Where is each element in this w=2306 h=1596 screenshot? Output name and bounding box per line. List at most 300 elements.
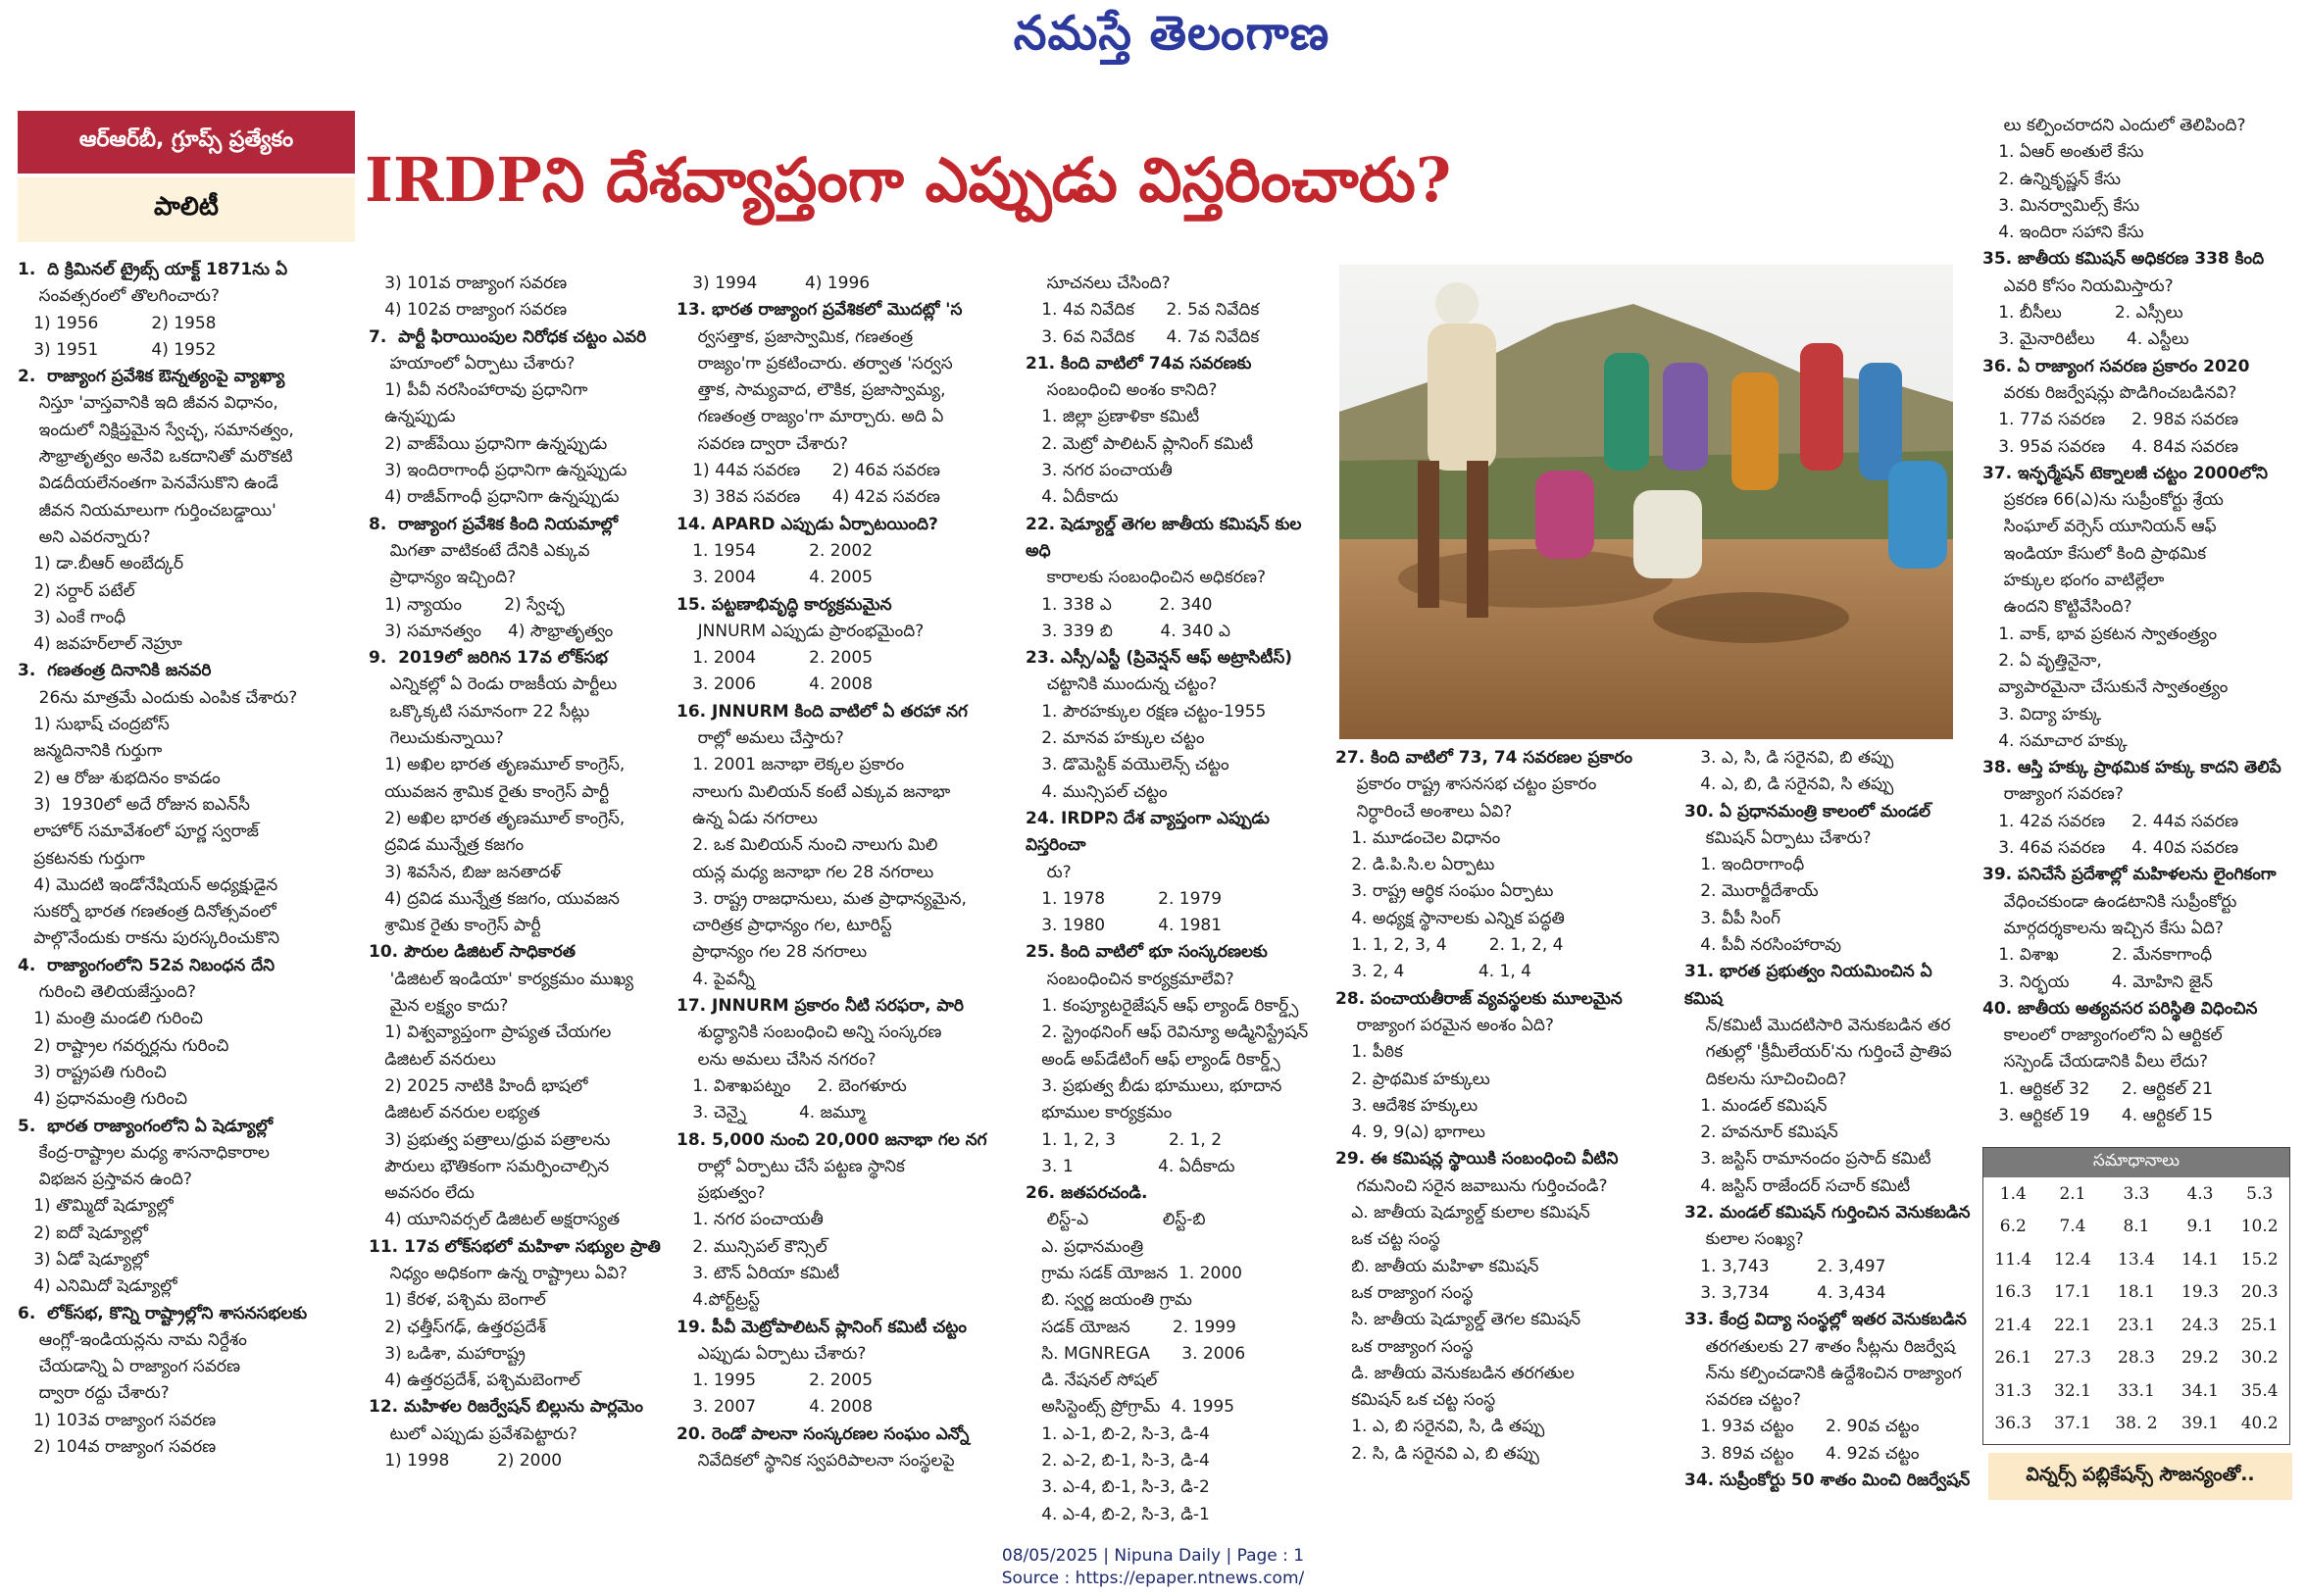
question-line: 4. పైవన్నీ xyxy=(677,969,755,989)
question-line: శుద్ధ్యానికి సంబంధించి అన్ని సంస్కరణ xyxy=(677,1022,942,1043)
question-line: హక్కుల భంగం వాటిల్లేలా xyxy=(1982,571,2165,591)
question-line: 1. మూడంచెల విధానం xyxy=(1335,827,1501,848)
question-line: చేయడాన్ని ఏ రాజ్యాంగ సవరణ xyxy=(18,1357,241,1377)
question-line: 28. పంచాయతీరాజ్ వ్యవస్థలకు మూలమైన xyxy=(1335,988,1623,1009)
question-line: సౌభ్రాతృత్వం అనేవి ఒకదానితో మరొకటి xyxy=(18,447,293,468)
question-line: 13. భారత రాజ్యాంగ ప్రవేశికలో మొదట్లో 'స xyxy=(677,300,963,321)
question-line: 3) రాష్ట్రపతి గురించి xyxy=(18,1062,167,1082)
question-line: అవసరం లేదు xyxy=(369,1183,475,1204)
question-line: 3. 46వ సవరణ 4. 40వ సవరణ xyxy=(1982,838,2239,859)
question-line: 16. JNNURM కింది వాటిలో ఏ తరహా నగ xyxy=(677,701,968,722)
question-line: 1) 44వ సవరణ 2) 46వ సవరణ xyxy=(677,461,940,481)
question-line: 10. పౌరుల డిజిటల్ సాధికారత xyxy=(369,942,576,963)
question-line: నిస్తూ 'వాస్తవానికి ఇది జీవన విధానం, xyxy=(18,393,278,414)
question-line: కారాలకు సంబంధించిన అధికరణ? xyxy=(1026,568,1267,588)
answer-row xyxy=(1983,1374,2289,1408)
question-line: 3. చెన్నై 4. జమ్మూ xyxy=(677,1103,866,1123)
headline: IRDPని దేశవ్యాప్తంగా ఎప్పుడు విస్తరించారు? xyxy=(365,144,1452,216)
question-line: ద్రవిడ మున్నేత్ర కజగం xyxy=(369,835,525,856)
question-line: కాలంలో రాజ్యాంగంలోని ఏ ఆర్టికల్ xyxy=(1982,1025,2223,1046)
column-3 xyxy=(677,271,1010,1523)
question-line: 3. మైనారిటీలు 4. ఎస్టీలు xyxy=(1982,329,2189,350)
masthead-logo: నమస్తే తెలంగాణ xyxy=(1013,6,1330,61)
question-line: 3. 6వ నివేదిక 4. 7వ నివేదిక xyxy=(1026,326,1260,347)
question-line: గమనించి సరైన జవాబును గుర్తించండి? xyxy=(1335,1175,1608,1196)
question-line: భూముల కార్యక్రమం xyxy=(1026,1103,1173,1123)
question-line: సవరణ ద్వారా చేశారు? xyxy=(677,433,848,454)
question-line: 1. 4వ నివేదిక 2. 5వ నివేదిక xyxy=(1026,300,1260,321)
answer-cell: 40.2 xyxy=(2240,1414,2279,1434)
question-line: బి. జాతీయ మహిళా కమిషన్ xyxy=(1335,1256,1539,1276)
question-line: ప్రాధాన్యం గల 28 నగరాలు xyxy=(677,942,868,963)
answer-cell: 9.1 xyxy=(2186,1217,2214,1237)
question-line: 1. పౌరహక్కుల రక్షణ చట్టం-1955 xyxy=(1026,701,1267,722)
answer-key xyxy=(1982,1147,2290,1445)
question-line: 4.పోర్ట్‌ట్రస్ట్ xyxy=(677,1290,760,1311)
question-line: 14. APARD ఎప్పుడు ఏర్పాటయింది? xyxy=(677,514,938,534)
question-line: 31. భారత ప్రభుత్వం నియమించిన ఏ కమిష xyxy=(1684,962,1938,1009)
answer-cell: 37.1 xyxy=(2054,1414,2091,1434)
question-line: 1) తొమ్మిదో షెడ్యూల్లో xyxy=(18,1196,174,1217)
question-line: 4) 102వ రాజ్యాంగ సవరణ xyxy=(369,300,568,321)
question-line: 1) 103వ రాజ్యాంగ సవరణ xyxy=(18,1410,217,1430)
question-line: దికలను సూచించింది? xyxy=(1684,1069,1847,1089)
question-line: 3. విద్యా హక్కు xyxy=(1982,704,2102,724)
question-line: 4. పీవీ నరసింహారావు xyxy=(1684,935,1841,956)
question-line: 2. రాజ్యాంగ ప్రవేశిక ఔన్నత్యంపై వ్యాఖ్యా xyxy=(18,367,285,387)
question-line: ఎ. జాతీయ షెడ్యూల్డ్ కులాల కమిషన్ xyxy=(1335,1203,1590,1223)
question-line: 4) రాజీవ్‌గాంధీ ప్రధానిగా ఉన్నప్పుడు xyxy=(369,487,620,508)
question-line: ఒక రాజ్యాంగ సంస్థ xyxy=(1335,1282,1474,1303)
subject-label: పాలిటీ xyxy=(18,177,355,242)
question-line: 23. ఎస్సీ/ఎస్టీ (ప్రివెన్షన్ ఆఫ్ అట్రాసిటీస్) xyxy=(1026,648,1293,669)
question-line: ఉన్నప్పుడు xyxy=(369,407,456,427)
question-line: 1. విశాఖ 2. మేనకాగాంధీ xyxy=(1982,945,2213,966)
question-line: 2. డి.పి.సి.ల ఏర్పాటు xyxy=(1335,855,1495,875)
question-line: లాహోర్ సమావేశంలో పూర్ణ స్వరాజ్ xyxy=(18,822,259,842)
column-6 xyxy=(1684,745,1975,1523)
question-line: 38. ఆస్తి హక్కు ప్రాథమిక హక్కు కాదని తెలిపే xyxy=(1982,758,2281,778)
question-line: 11. 17వ లోక్‌సభలో మహిళా సభ్యుల ప్రాతి xyxy=(369,1236,661,1257)
question-line: సి. MGNREGA 3. 2006 xyxy=(1026,1343,1246,1364)
answer-cell: 31.3 xyxy=(1994,1380,2032,1401)
question-line: 3) ఇందిరాగాంధీ ప్రధానిగా ఉన్నప్పుడు xyxy=(369,461,627,481)
question-line: 1. ఆర్టికల్ 32 2. ఆర్టికల్ 21 xyxy=(1982,1078,2214,1099)
question-line: 3. నిర్భయ 4. మోహిని జైన్ xyxy=(1982,972,2213,992)
answer-cell: 12.4 xyxy=(2054,1249,2091,1270)
question-line: 3. 3,734 4. 3,434 xyxy=(1684,1282,1886,1303)
answer-cell: 22.1 xyxy=(2054,1315,2091,1335)
answer-cell: 27.3 xyxy=(2054,1348,2091,1369)
question-line: లిస్ట్-ఎ లిస్ట్-బి xyxy=(1026,1210,1206,1230)
question-line: డి. నేషనల్ సోషల్ xyxy=(1026,1371,1158,1391)
question-line: జన్మదినానికి గుర్తుగా xyxy=(18,741,163,762)
question-line: 1. పీఠిక xyxy=(1335,1042,1403,1063)
answer-row xyxy=(1983,1276,2289,1310)
question-line: డిజిటల్ వనరుల లభ్యత xyxy=(369,1103,540,1123)
question-line: 1. 1, 2, 3 2. 1, 2 xyxy=(1026,1129,1223,1150)
question-line: 3. 95వ సవరణ 4. 84వ సవరణ xyxy=(1982,436,2239,457)
column-7 xyxy=(1982,113,2294,1142)
question-line: 37. ఇన్ఫర్మేషన్ టెక్నాలజీ చట్టం 2000లోని xyxy=(1982,463,2268,483)
question-line: ప్రభుత్వం? xyxy=(677,1183,766,1204)
question-line: 3. 1 4. ఏదీకాదు xyxy=(1026,1156,1235,1176)
question-line: 1) మంత్రి మండలి గురించి xyxy=(18,1009,203,1029)
question-line: 1. కంప్యూటరైజేషన్ ఆఫ్ ల్యాండ్ రికార్డ్స్ xyxy=(1026,996,1299,1017)
question-line: ఎప్పుడు ఏర్పాటు చేశారు? xyxy=(677,1343,867,1364)
question-line: రాల్లో అమలు చేస్తారు? xyxy=(677,728,844,749)
question-line: 1. ఏఆర్ అంతులే కేసు xyxy=(1982,142,2144,163)
question-line: ప్రకారం రాష్ట్ర శాసనసభ చట్టం ప్రకారం xyxy=(1335,774,1597,795)
question-line: 15. పట్టణాభివృద్ధి కార్యక్రమమైన xyxy=(677,594,892,615)
question-line: ఎన్నికల్లో ఏ రెండు రాజకీయ పార్టీలు xyxy=(369,674,618,695)
column-4 xyxy=(1026,271,1320,1523)
question-line: టులో ఎప్పుడు ప్రవేశపెట్టారు? xyxy=(369,1423,577,1444)
answer-cell: 23.1 xyxy=(2118,1315,2155,1335)
question-line: 2. హవనూర్ కమిషన్ xyxy=(1684,1122,1838,1143)
question-line: సస్పెండ్ చేయడానికి వీలు లేదు? xyxy=(1982,1052,2209,1072)
answer-cell: 11.4 xyxy=(1994,1249,2032,1270)
question-line: గ్రామ సడక్ యోజన 1. 2000 xyxy=(1026,1263,1242,1283)
question-line: 1. 93వ చట్టం 2. 90వ చట్టం xyxy=(1684,1417,1920,1437)
question-line: గణతంత్ర రాజ్యం'గా మార్చారు. అది ఏ xyxy=(677,407,944,427)
question-line: 3. 2004 4. 2005 xyxy=(677,568,874,588)
answer-cell: 24.3 xyxy=(2181,1315,2219,1335)
answer-cell: 25.1 xyxy=(2240,1315,2279,1335)
question-line: 1) పీవీ నరసింహారావు ప్రధానిగా xyxy=(369,380,588,401)
question-line: గురించి తెలియజేస్తుంది? xyxy=(18,982,196,1003)
question-line: 2. ఏ వృత్తినైనా, xyxy=(1982,650,2102,671)
question-line: రాజ్యాంగ సవరణ? xyxy=(1982,784,2124,805)
question-line: 1) కేరళ, పశ్చిమ బెంగాల్ xyxy=(369,1290,546,1311)
answer-row xyxy=(1983,1408,2289,1441)
question-line: 4. రాజ్యాంగంలోని 52వ నిబంధన దేని xyxy=(18,955,276,975)
question-line: త్తాక, సామ్యవాద, లౌకిక, ప్రజాస్వామ్య, xyxy=(677,380,946,401)
question-line: 26ను మాత్రమే ఎందుకు ఎంపిక చేశారు? xyxy=(18,687,298,708)
question-line: 20. రెండో పాలనా సంస్కరణల సంఘం ఎన్నో xyxy=(677,1423,970,1444)
question-line: న్‌ను కల్పించడానికి ఉద్దేశించిన రాజ్యాంగ xyxy=(1684,1363,1962,1383)
question-line: 3. 89వ చట్టం 4. 92వ చట్టం xyxy=(1684,1443,1920,1464)
question-line: ఎ. ప్రధానమంత్రి xyxy=(1026,1236,1144,1257)
answer-cell: 3.3 xyxy=(2123,1183,2150,1204)
question-line: వరకు రిజర్వేషన్లు పొడిగించబడినవి? xyxy=(1982,382,2237,403)
question-line: 2. సి, డి సరైనవి ఎ, బి తప్పు xyxy=(1335,1443,1539,1464)
question-line: 3. వీపీ సింగ్ xyxy=(1684,908,1780,928)
question-line: 2. ఎ-2, బి-1, సి-3, డి-4 xyxy=(1026,1451,1210,1471)
question-line: ప్రాధాన్యం ఇచ్చింది? xyxy=(369,568,517,588)
question-line: 4) మొదటి ఇండోనేషియన్ అధ్యక్షుడైన xyxy=(18,874,278,895)
answer-cell: 4.3 xyxy=(2186,1183,2214,1204)
answer-key-table xyxy=(1983,1177,2289,1440)
question-line: 3. 339 బి 4. 340 ఎ xyxy=(1026,621,1230,641)
answer-row xyxy=(1983,1309,2289,1342)
answer-cell: 35.4 xyxy=(2240,1380,2279,1401)
question-line: 2. మొరార్జీదేశాయ్ xyxy=(1684,881,1819,902)
question-line: 1. 1954 2. 2002 xyxy=(677,540,874,561)
answer-cell: 10.2 xyxy=(2240,1217,2279,1237)
answer-cell: 26.1 xyxy=(1994,1348,2032,1369)
question-line: మైన లక్ష్యం కాదు? xyxy=(369,996,509,1017)
question-line: 21. కింది వాటిలో 74వ సవరణకు xyxy=(1026,353,1252,374)
question-line: 1. 1, 2, 3, 4 2. 1, 2, 4 xyxy=(1335,935,1564,956)
question-line: 2) సర్దార్ పటేల్ xyxy=(18,580,135,601)
question-line: 4. 9, 9(ఎ) భాగాలు xyxy=(1335,1122,1485,1143)
question-line: కమిషన్ ఒక చట్ట సంస్థ xyxy=(1335,1390,1496,1411)
question-line: 2) అఖిల భారత తృణమూల్ కాంగ్రెస్, xyxy=(369,808,626,828)
question-line: కేంద్ర-రాష్ట్రాల మధ్య శాసనాధికారాల xyxy=(18,1142,270,1163)
question-line: 'డిజిటల్ ఇండియా' కార్యక్రమం ముఖ్య xyxy=(369,969,633,989)
question-line: 1. 2004 2. 2005 xyxy=(677,648,874,669)
answer-cell: 29.2 xyxy=(2181,1348,2219,1369)
question-line: నిధ్యం అధికంగా ఉన్న రాష్ట్రాలు ఏవి? xyxy=(369,1263,627,1283)
answer-row xyxy=(1983,1243,2289,1276)
question-line: కులాల సంఖ్య? xyxy=(1684,1229,1804,1250)
answer-cell: 16.3 xyxy=(1994,1282,2032,1303)
answer-row xyxy=(1983,1177,2289,1211)
question-line: హయాంలో ఏర్పాటు చేశారు? xyxy=(369,353,576,374)
question-line: యువజన శ్రామిక రైతు కాంగ్రెస్ పార్టీ xyxy=(369,781,610,802)
question-line: 1. 338 ఎ 2. 340 xyxy=(1026,594,1213,615)
answer-cell: 20.3 xyxy=(2240,1282,2279,1303)
question-line: ప్రకటనకు గుర్తుగా xyxy=(18,848,145,869)
question-line: మార్గదర్శకాలను ఇచ్చిన కేసు ఏది? xyxy=(1982,918,2224,938)
question-line: 3) ఎంకే గాంధీ xyxy=(18,607,126,627)
footer-date-line: 08/05/2025 | Nipuna Daily | Page : 1 xyxy=(1001,1546,1305,1566)
question-line: 1. విశాఖపట్నం 2. బెంగళూరు xyxy=(677,1075,907,1096)
question-line: శ్రామిక రైతు కాంగ్రెస్ పార్టీ xyxy=(369,916,541,936)
question-line: ఒక చట్ట సంస్థ xyxy=(1335,1229,1440,1250)
answer-cell: 5.3 xyxy=(2246,1183,2274,1204)
question-line: 19. పీవీ మెట్రోపాలిటన్ ప్లానింగ్ కమిటీ చట్టం xyxy=(677,1317,968,1337)
question-line: 1) 1998 2) 2000 xyxy=(369,1451,563,1471)
question-line: 7. పార్టీ ఫిరాయింపుల నిరోధక చట్టం ఎవరి xyxy=(369,326,647,347)
question-line: 1) విశ్వవ్యాప్తంగా ప్రాప్యత చేయగల xyxy=(369,1022,612,1043)
answer-cell: 28.3 xyxy=(2118,1348,2155,1369)
question-line: 4. ఏదీకాదు xyxy=(1026,487,1119,508)
question-line: అండ్ అప్‌డేటింగ్ ఆఫ్ ల్యాండ్ రికార్డ్స్ xyxy=(1026,1049,1280,1070)
question-line: 12. మహిళల రిజర్వేషన్ బిల్లును పార్లమెం xyxy=(369,1397,644,1418)
answer-cell: 21.4 xyxy=(1994,1315,2032,1335)
question-line: 30. ఏ ప్రధానమంత్రి కాలంలో మండల్ xyxy=(1684,801,1931,822)
question-line: వేధించకుండా ఉండటానికి సుప్రీంకోర్టు xyxy=(1982,891,2237,912)
question-line: 3. డొమెస్టిక్ వయొలెన్స్ చట్టం xyxy=(1026,755,1229,775)
question-line: రాల్లో ఏర్పాటు చేసే పట్టణ స్థానిక xyxy=(677,1156,905,1176)
answer-cell: 36.3 xyxy=(1994,1414,2032,1434)
question-line: JNNURM ఎప్పుడు ప్రారంభమైంది? xyxy=(677,621,925,641)
question-line: 3. ప్రభుత్వ బీడు భూములు, భూదాన xyxy=(1026,1075,1282,1096)
answer-row xyxy=(1983,1342,2289,1375)
question-line: 2) ఛత్తీస్‌గఢ్, ఉత్తరప్రదేశ్ xyxy=(369,1317,546,1337)
question-line: లను అమలు చేసిన నగరం? xyxy=(677,1049,877,1070)
question-line: 2. మానవ హక్కుల చట్టం xyxy=(1026,728,1205,749)
question-line: 6. లోక్‌సభ, కొన్ని రాష్ట్రాల్లోని శాసనసభలకు xyxy=(18,1303,308,1323)
question-line: సంబంధించిన కార్యక్రమాలేవి? xyxy=(1026,969,1234,989)
question-line: అసిస్టెంట్స్ ప్రోగ్రామ్ 4. 1995 xyxy=(1026,1397,1235,1418)
question-line: 1. 77వ సవరణ 2. 98వ సవరణ xyxy=(1982,410,2239,430)
question-line: నిర్ధారించే అంశాలు ఏవి? xyxy=(1335,801,1513,822)
answer-cell: 17.1 xyxy=(2054,1282,2091,1303)
question-line: 4) ఎనిమిదో షెడ్యూల్లో xyxy=(18,1276,177,1297)
question-line: 4) ద్రవిడ మున్నేత్ర కజగం, యువజన xyxy=(369,888,620,909)
question-line: 4. అధ్యక్ష స్థానాలకు ఎన్నిక పద్ధతి xyxy=(1335,908,1565,928)
question-line: బి. స్వర్ణ జయంతి గ్రామ xyxy=(1026,1290,1192,1311)
question-line: 2) రాష్ట్రాల గవర్నర్లను గురించి xyxy=(18,1035,229,1056)
field-workers-photo xyxy=(1339,265,1953,739)
answer-cell: 34.1 xyxy=(2181,1380,2219,1401)
question-line: 1. 1978 2. 1979 xyxy=(1026,888,1223,909)
question-line: 2. మెట్రో పాలిటన్ ప్లానింగ్ కమిటీ xyxy=(1026,433,1254,454)
question-line: ఆంగ్లో-ఇండియన్లను నామ నిర్దేశం xyxy=(18,1329,247,1350)
question-line: సడక్ యోజన 2. 1999 xyxy=(1026,1317,1236,1337)
question-line: సి. జాతీయ షెడ్యూల్డ్ తెగల కమిషన్ xyxy=(1335,1310,1581,1330)
question-line: ర్వసత్తాక, ప్రజాస్వామిక, గణతంత్ర xyxy=(677,326,914,347)
answer-cell: 19.3 xyxy=(2181,1282,2219,1303)
question-line: సవరణ చట్టం? xyxy=(1684,1390,1801,1411)
question-line: సుకర్నో భారత గణతంత్ర దినోత్సవంలో xyxy=(18,902,276,923)
question-line: ఎవరి కోసం నియమిస్తారు? xyxy=(1982,275,2174,296)
question-line: 1. ఎ, బి సరైనవి, సి, డి తప్పు xyxy=(1335,1417,1545,1437)
question-line: 3. రాష్ట్ర రాజధానులు, మత ప్రాధాన్యమైన, xyxy=(677,888,967,909)
question-line: 3) 1994 4) 1996 xyxy=(677,274,871,293)
question-line: 39. పనిచేసే ప్రదేశాల్లో మహిళలను లైంగికంగా xyxy=(1982,865,2277,885)
question-line: 2. ఉన్నికృష్ణన్ కేసు xyxy=(1982,169,2121,189)
question-line: 40. జాతీయ అత్యవసర పరిస్థితి విధించిన xyxy=(1982,998,2258,1019)
question-line: 2. ఒక మిలియన్ నుంచి నాలుగు మిలి xyxy=(677,835,938,856)
question-line: ఇండియా కేసులో కింది ప్రాథమిక xyxy=(1982,543,2207,564)
answer-cell: 6.2 xyxy=(1999,1217,2027,1237)
question-line: 1) న్యాయం 2) స్వేచ్ఛ xyxy=(369,594,565,615)
question-line: 2. ప్రాథమిక హక్కులు xyxy=(1335,1069,1490,1089)
question-line: 4) జవహర్‌లాల్ నెహ్రూ xyxy=(18,634,182,655)
question-line: 3. ఆర్టికల్ 19 4. ఆర్టికల్ 15 xyxy=(1982,1105,2214,1125)
question-line: 2) ఐదో షెడ్యూల్లో xyxy=(18,1222,148,1243)
answer-cell: 18.1 xyxy=(2118,1282,2155,1303)
question-line: 3. ఆదేశిక హక్కులు xyxy=(1335,1095,1479,1116)
question-line: 3. 2006 4. 2008 xyxy=(677,674,874,695)
answer-cell: 32.1 xyxy=(2054,1380,2091,1401)
question-line: 4. ఎ, బి, డి సరైనవి, సి తప్పు xyxy=(1684,774,1894,795)
question-line: 1) 1956 2) 1958 xyxy=(18,313,217,333)
question-line: 3) ప్రభుత్వ పత్రాలు/ధ్రువ పత్రాలను xyxy=(369,1129,611,1150)
question-line: 32. మండల్ కమిషన్ గుర్తించిన వెనుకబడిన xyxy=(1684,1203,1971,1223)
question-line: పౌరులు భౌతికంగా సమర్పించాల్సిన xyxy=(369,1156,610,1176)
question-line: 1. ది క్రిమినల్ ట్రైబ్స్ యాక్ట్ 1871ను ఏ xyxy=(18,260,288,279)
question-line: 4) ప్రధానమంత్రి గురించి xyxy=(18,1089,188,1110)
question-line: విడదీయలేనంతగా పెనవేసుకొని ఉండే xyxy=(18,474,278,494)
question-line: 29. ఈ కమిషన్ల స్థాయికి సంబంధించి వీటిని xyxy=(1335,1149,1619,1170)
question-line: రాజ్యం'గా ప్రకటించారు. తర్వాత 'సర్వస xyxy=(677,353,953,374)
question-line: 4. ఇందిరా సహాని కేసు xyxy=(1982,223,2144,243)
question-line: ఇందులో నిక్షిప్తమైన స్వేచ్ఛ, సమానత్వం, xyxy=(18,420,294,440)
answer-cell: 1.4 xyxy=(1999,1183,2027,1204)
question-line: వ్యాపారమైనా చేసుకునే స్వాతంత్ర్యం xyxy=(1982,677,2229,698)
question-line: యన్ల మధ్య జనాభా గల 28 నగరాలు xyxy=(677,862,934,882)
question-line: 2. స్ట్రెంథనింగ్ ఆఫ్ రెవిన్యూ అడ్మినిస్ట్రేషన్ xyxy=(1026,1022,1309,1043)
question-line: 25. కింది వాటిలో భూ సంస్కరణలకు xyxy=(1026,942,1268,963)
page-footer xyxy=(882,1545,1424,1590)
question-line: కమిషన్ ఏర్పాటు చేశారు? xyxy=(1684,827,1872,848)
photo-illustration xyxy=(1339,265,1953,739)
question-line: 1. 42వ సవరణ 2. 44వ సవరణ xyxy=(1982,811,2239,831)
question-line: 1) అఖిల భారత తృణమూల్ కాంగ్రెస్, xyxy=(369,755,626,775)
question-line: ప్రకరణ 66(ఎ)ను సుప్రీంకోర్టు శ్రేయ xyxy=(1982,490,2224,511)
answer-cell: 30.2 xyxy=(2240,1348,2279,1369)
question-line: ద్వారా రద్దు చేశారు? xyxy=(18,1383,170,1404)
question-line: 3. రాష్ట్ర ఆర్థిక సంఘం ఏర్పాటు xyxy=(1335,881,1554,902)
question-line: 3) 38వ సవరణ 4) 42వ సవరణ xyxy=(677,487,940,508)
question-line: 4) యూనివర్సల్ డిజిటల్ అక్షరాస్యత xyxy=(369,1210,621,1230)
question-line: అని ఎవరన్నారు? xyxy=(18,526,151,547)
question-line: రు? xyxy=(1026,862,1072,882)
question-line: 3. టౌన్ ఏరియా కమిటీ xyxy=(677,1263,840,1283)
question-line: 27. కింది వాటిలో 73, 74 సవరణల ప్రకారం xyxy=(1335,748,1633,768)
question-line: 3. 2007 4. 2008 xyxy=(677,1397,874,1418)
question-line: సంబంధించి అంశం కానిది? xyxy=(1026,380,1218,401)
question-line: 3) ఏడో షెడ్యూల్లో xyxy=(18,1249,149,1270)
question-line: 3) ఒడిశా, మహారాష్ట్ర xyxy=(369,1343,526,1364)
question-line: 5. భారత రాజ్యాంగంలోని ఏ షెడ్యూల్లో xyxy=(18,1116,274,1136)
answer-key-title: సమాధానాలు xyxy=(1983,1148,2289,1177)
question-line: గెలుచుకున్నాయి? xyxy=(369,728,504,749)
question-line: 33. కేంద్ర విద్యా సంస్థల్లో ఇతర వెనుకబడిన xyxy=(1684,1310,1967,1330)
question-line: 3. జస్టిస్ రామానందం ప్రసాద్ కమిటీ xyxy=(1684,1149,1931,1170)
answer-cell: 38. 2 xyxy=(2115,1414,2158,1434)
question-line: 1. జిల్లా ప్రణాళికా కమిటీ xyxy=(1026,407,1200,427)
question-line: 8. రాజ్యాంగ ప్రవేశిక కింది నియమాల్లో xyxy=(369,514,619,534)
answer-row xyxy=(1983,1211,2289,1244)
question-line: 2) ఆ రోజు శుభదినం కావడం xyxy=(18,768,221,788)
question-line: చట్టానికి ముందున్న చట్టం? xyxy=(1026,674,1218,695)
question-line: 3. 2, 4 4. 1, 4 xyxy=(1335,962,1531,982)
question-line: నివేదికలో స్థానిక స్వపరిపాలనా సంస్థలపై xyxy=(677,1451,955,1471)
answer-cell: 7.4 xyxy=(2059,1217,2086,1237)
question-line: 1. మండల్ కమిషన్ xyxy=(1684,1095,1828,1116)
question-line: డిజిటల్ వనరులు xyxy=(369,1049,496,1070)
question-line: ఒక్కొక్కటి సమానంగా 22 సీట్లు xyxy=(369,701,590,722)
question-line: 4. సమాచార హక్కు xyxy=(1982,730,2128,751)
question-line: 3) శివసేన, బిజు జనతాదళ్ xyxy=(369,862,562,882)
question-line: 2) 104వ రాజ్యాంగ సవరణ xyxy=(18,1437,217,1458)
question-line: 1. 3,743 2. 3,497 xyxy=(1684,1256,1886,1276)
question-line: విభజన ప్రస్తావన ఉంది? xyxy=(18,1170,192,1190)
question-line: సింఘాల్ వర్సెస్ యూనియన్ ఆఫ్ xyxy=(1982,517,2217,537)
question-line: చారిత్రక ప్రాధాన్యం గల, టూరిస్ట్ xyxy=(677,916,892,936)
column-2 xyxy=(369,271,673,1523)
question-line: 3) 101వ రాజ్యాంగ సవరణ xyxy=(369,274,568,293)
question-line: 4) ఉత్తరప్రదేశ్, పశ్చిమబెంగాల్ xyxy=(369,1371,580,1391)
question-line: రాజ్యాంగ పరమైన అంశం ఏది? xyxy=(1335,1015,1554,1035)
question-line: ఒక రాజ్యాంగ సంస్థ xyxy=(1335,1336,1474,1357)
question-line: ఉందని కొట్టివేసింది? xyxy=(1982,597,2132,618)
question-line: 3. మినర్వామిల్స్ కేసు xyxy=(1982,195,2140,216)
footer-source-line: Source : https://epaper.ntnews.com/ xyxy=(1001,1569,1305,1588)
question-line: 1) సుభాష్ చంద్రబోస్ xyxy=(18,715,170,735)
question-line: మిగతా వాటికంటే దేనికి ఎక్కువ xyxy=(369,540,590,561)
question-line: 9. 2019లో జరిగిన 17వ లోక్‌సభ xyxy=(369,648,608,669)
question-line: 2) వాజ్‌పేయి ప్రధానిగా ఉన్నప్పుడు xyxy=(369,433,608,454)
question-line: సంవత్సరంలో తొలగించారు? xyxy=(18,286,220,307)
question-line: 1. ఇందిరాగాంధీ xyxy=(1684,855,1805,875)
question-line: 3) సమానత్వం 4) సౌభ్రాతృత్వం xyxy=(369,621,614,641)
question-line: లు కల్పించరాదని ఎందులో తెలిపింది? xyxy=(1982,116,2246,135)
answer-cell: 2.1 xyxy=(2059,1183,2086,1204)
question-line: 3. ఎ, సి, డి సరైనవి, బి తప్పు xyxy=(1684,748,1894,768)
answer-cell: 8.1 xyxy=(2123,1217,2150,1237)
answer-cell: 39.1 xyxy=(2181,1414,2219,1434)
question-line: 4. జస్టిస్ రాజేందర్ సచార్ కమిటీ xyxy=(1684,1175,1911,1196)
credit-line: విన్నర్స్ పబ్లికేషన్స్ సౌజన్యంతో.. xyxy=(1988,1453,2292,1500)
question-line: 3. నగర పంచాయతీ xyxy=(1026,461,1173,481)
